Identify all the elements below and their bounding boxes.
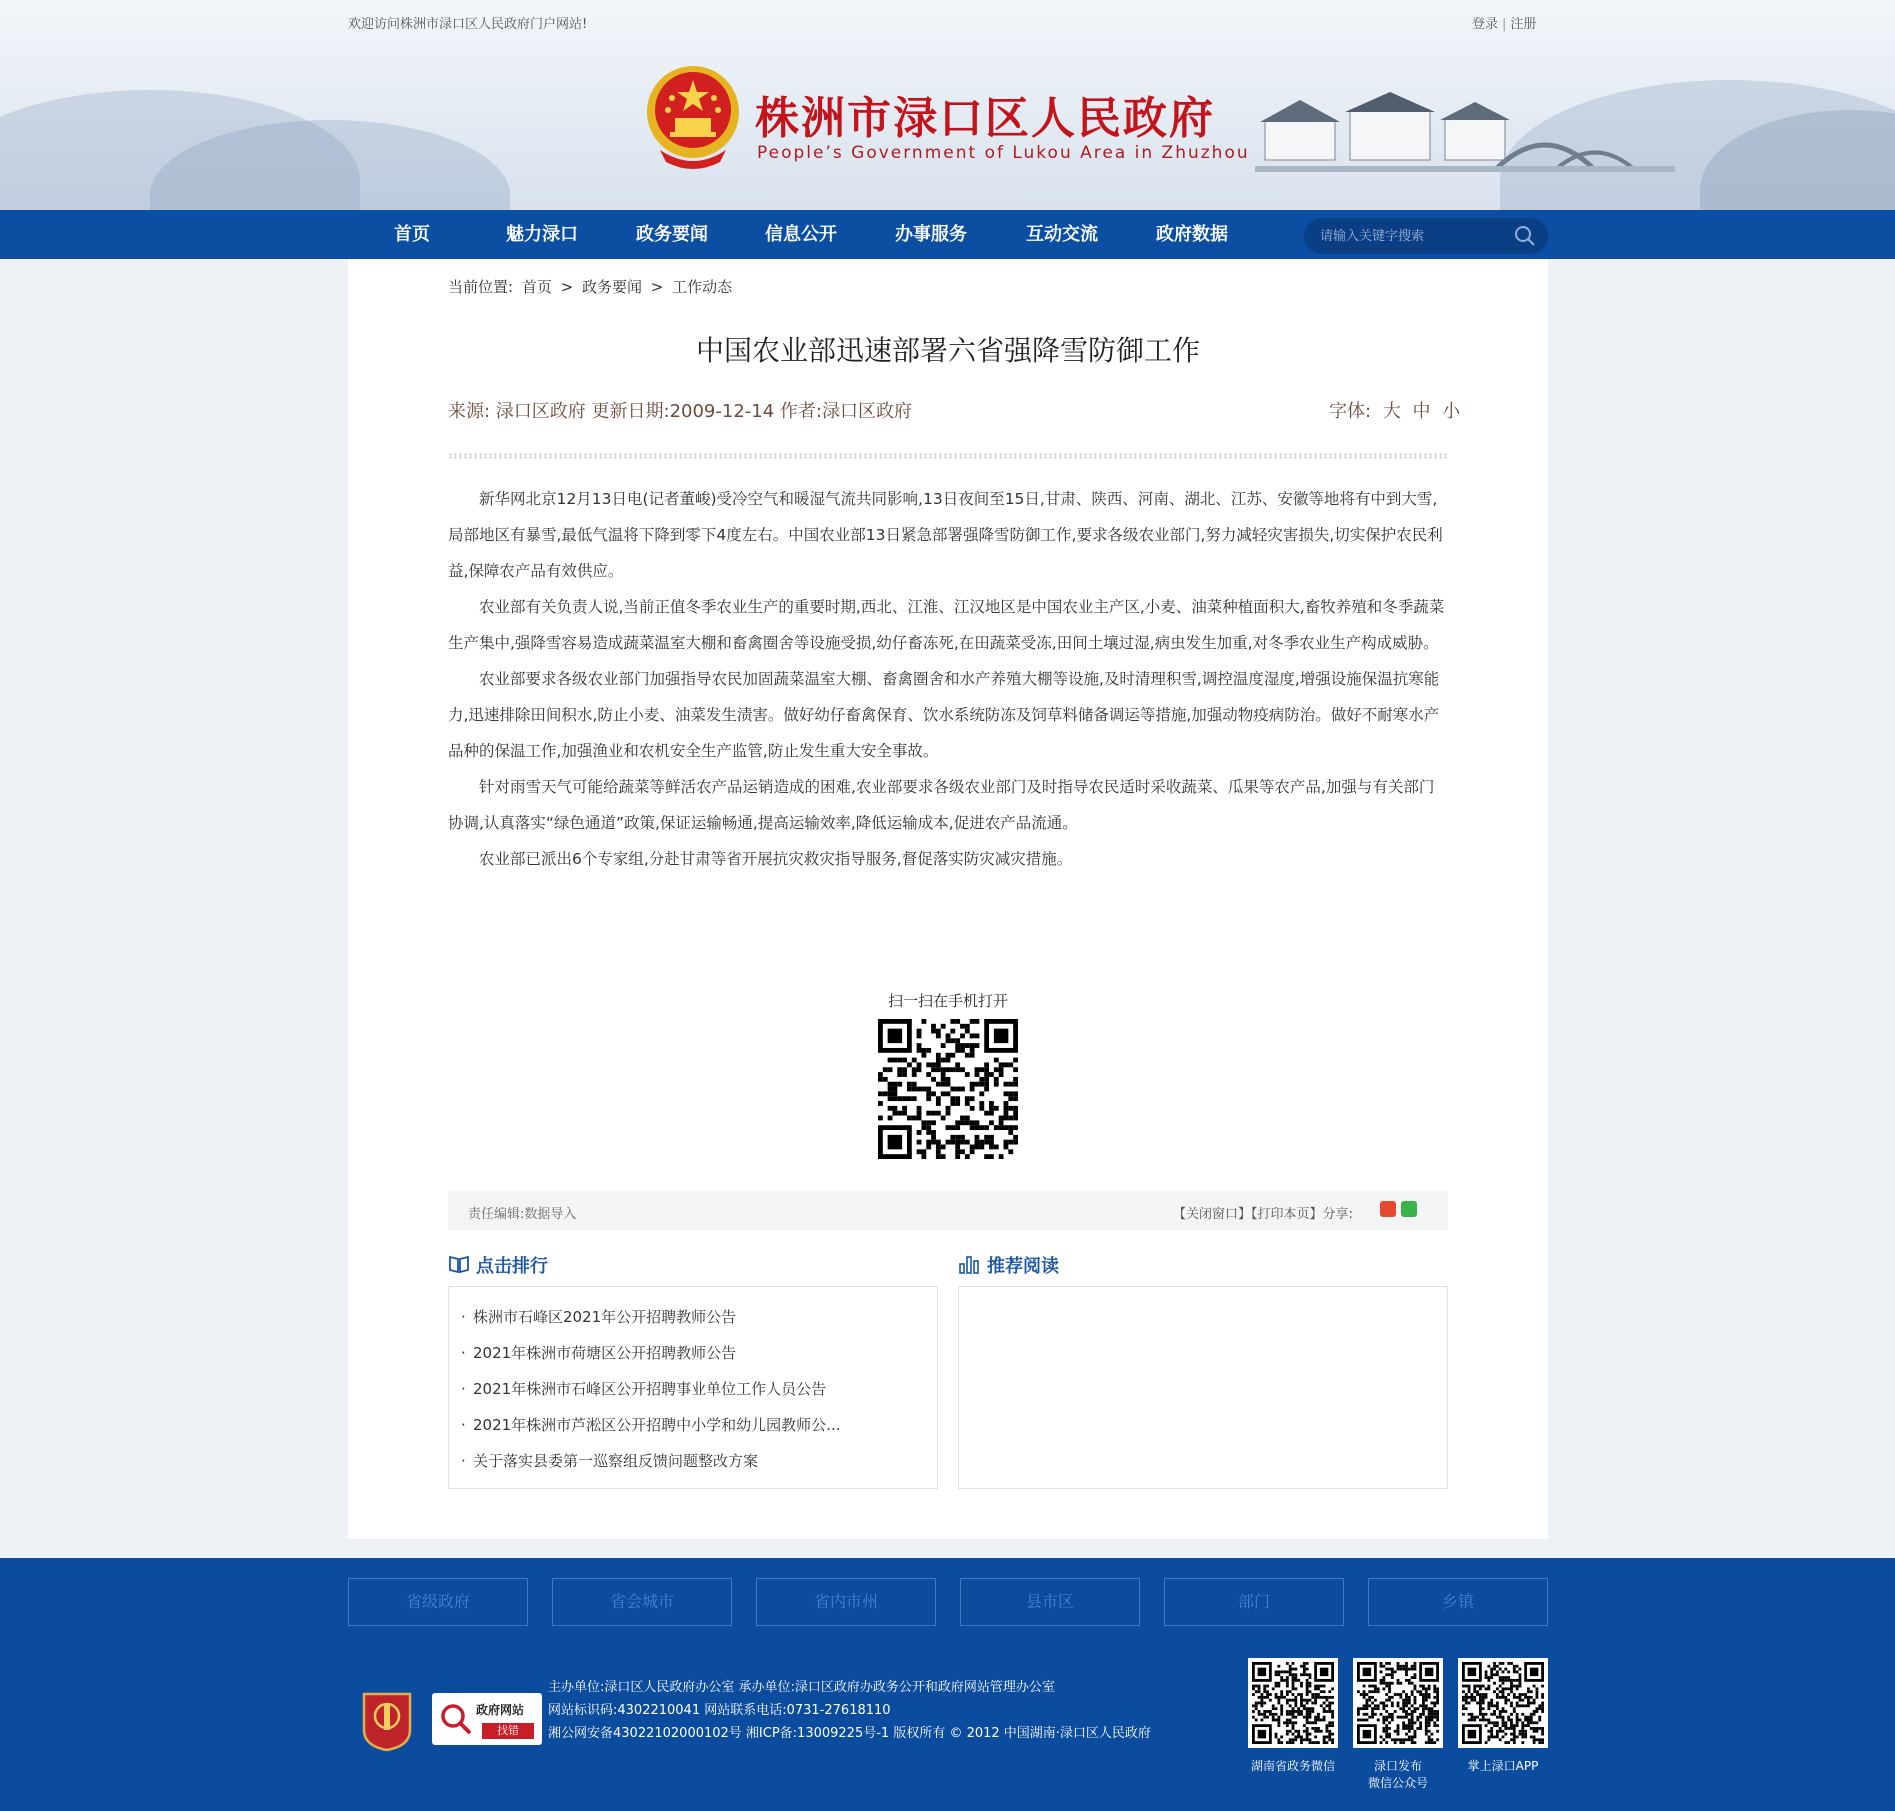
font-size-controls: [1329, 397, 1460, 423]
breadcrumb-separator: >: [560, 278, 574, 296]
footer-link-province[interactable]: 省级政府: [348, 1578, 528, 1626]
nav-item-disclosure[interactable]: 信息公开: [765, 224, 837, 245]
search-input[interactable]: [1320, 218, 1510, 254]
footer-copyright: 湘公网安备43022102000102号 湘ICP备:13009225号-1 版权所有 © 2012 中国湖南·渌口区人民政府: [548, 1726, 1151, 1741]
main-content: [348, 259, 1548, 1539]
footer-organizer: 主办单位:渌口区人民政府办公室 承办单位:渌口区政府办政务公开和政府网站管理办公室: [548, 1680, 1055, 1695]
article-meta: 来源: 渌口区政府 更新日期:2009-12-14 作者:渌口区政府: [448, 401, 912, 422]
qr-code-icon: [1357, 1662, 1439, 1744]
search-icon[interactable]: [1512, 224, 1538, 248]
footer-qr-code: [1248, 1658, 1338, 1748]
editor-bar: [448, 1191, 1448, 1230]
footer-qr-code: [1458, 1658, 1548, 1748]
list-item-label: 2021年株洲市芦淞区公开招聘中小学和幼儿园教师公...: [473, 1416, 841, 1434]
nav-item-charm[interactable]: 魅力渌口: [506, 224, 578, 245]
qr-code-icon: [878, 1019, 1018, 1159]
footer-qr-label: 掌上渌口APP: [1467, 1759, 1539, 1773]
breadcrumb-home[interactable]: 首页: [521, 278, 552, 296]
footer-info: [548, 1676, 1151, 1745]
register-link[interactable]: 注册: [1510, 17, 1537, 32]
nav-item-home[interactable]: 首页: [394, 224, 430, 245]
site-header: [0, 0, 1895, 210]
ranking-list: [449, 1287, 937, 1479]
bar-chart-icon: [958, 1254, 980, 1274]
report-error-label: 政府网站: [476, 1703, 525, 1717]
article-actions[interactable]: 【关闭窗口】【打印本页】分享:: [1173, 1207, 1353, 1222]
list-item-label: 关于落实县委第一巡察组反馈问题整改方案: [473, 1452, 759, 1470]
list-item-label: 2021年株洲市荷塘区公开招聘教师公告: [473, 1344, 737, 1362]
nav-item-interaction[interactable]: 互动交流: [1026, 224, 1098, 245]
nav-item-data[interactable]: 政府数据: [1156, 224, 1228, 245]
ranking-panel: [448, 1286, 938, 1489]
font-size-label: 字体:: [1329, 401, 1372, 422]
weibo-share-icon[interactable]: [1380, 1201, 1396, 1217]
list-item[interactable]: · 2021年株洲市荷塘区公开招聘教师公告: [461, 1344, 737, 1362]
welcome-text: 欢迎访问株洲市渌口区人民政府门户网站!: [348, 17, 588, 32]
recommend-panel: [958, 1286, 1448, 1489]
national-emblem-icon: [640, 62, 746, 172]
font-small-button[interactable]: 小: [1442, 401, 1461, 422]
site-subtitle: People’s Government of Lukou Area in Zhuzhou: [757, 143, 1250, 163]
article-paragraph: 农业部已派出6个专家组,分赴甘肃等省开展抗灾救灾指导服务,督促落实防灾减灾措施。: [479, 850, 1073, 868]
article-paragraph: 新华网北京12月13日电(记者董峻)受冷空气和暖湿气流共同影响,13日夜间至15日,甘肃、陕西、河南、湖北、江苏、安徽等地将有中到大雪,局部地区有暴雪,最低气温将下降到零下4度左右。中国农业部13日紧急部署强降雪防御工作,要求各级农业部门,努力减轻灾害损失,切实保护农民利益,保障农产品有效供应。: [448, 490, 1443, 580]
list-item[interactable]: · 关于落实县委第一巡察组反馈问题整改方案: [461, 1452, 759, 1470]
footer-link-counties[interactable]: 县市区: [960, 1578, 1140, 1626]
site-footer: [0, 1558, 1895, 1811]
recommend-title: 推荐阅读: [987, 1256, 1059, 1277]
responsible-editor: 责任编辑:数据导入: [468, 1207, 577, 1222]
article-body: [448, 481, 1448, 877]
login-link[interactable]: 登录: [1472, 17, 1499, 32]
article-paragraph: 农业部有关负责人说,当前正值冬季农业生产的重要时期,西北、江淮、江汉地区是中国农业主产区,小麦、油菜种植面积大,畜牧养殖和冬季蔬菜生产集中,强降雪容易造成蔬菜温室大棚和畜禽圈舍等设施受损,幼仔畜冻死,在田蔬菜受冻,田间土壤过湿,病虫发生加重,对冬季农业生产构成威胁。: [448, 598, 1445, 652]
footer-qr-label: 渌口发布 微信公众号: [1367, 1759, 1428, 1790]
qr-code-icon: [1462, 1662, 1544, 1744]
auth-links: 登录 | 注册: [1472, 17, 1537, 32]
search-box: [1304, 218, 1548, 254]
wechat-share-icon[interactable]: [1401, 1201, 1417, 1217]
village-illustration: [1255, 90, 1675, 200]
report-error-button[interactable]: [432, 1693, 542, 1745]
article-title: 中国农业部迅速部署六省强降雪防御工作: [695, 334, 1200, 367]
book-icon: [448, 1254, 470, 1274]
footer-link-departments[interactable]: 部门: [1164, 1578, 1344, 1626]
list-item-label: 2021年株洲市石峰区公开招聘事业单位工作人员公告: [473, 1380, 827, 1398]
list-item[interactable]: · 2021年株洲市芦淞区公开招聘中小学和幼儿园教师公...: [461, 1416, 841, 1434]
nav-item-news[interactable]: 政务要闻: [636, 224, 708, 245]
footer-link-cities[interactable]: 省内市州: [756, 1578, 936, 1626]
main-nav: [0, 210, 1895, 259]
footer-qr-label: 湖南省政务微信: [1250, 1759, 1335, 1773]
nav-item-services[interactable]: 办事服务: [895, 224, 967, 245]
footer-qr-code: [1353, 1658, 1443, 1748]
footer-link-capital[interactable]: 省会城市: [552, 1578, 732, 1626]
breadcrumb: [448, 276, 736, 297]
site-title: 株洲市渌口区人民政府: [755, 93, 1215, 144]
dotted-divider: [448, 453, 1448, 459]
qr-caption: 扫一扫在手机打开: [887, 992, 1008, 1010]
footer-site-id: 网站标识码:4302210041 网站联系电话:0731-27618110: [548, 1703, 891, 1718]
footer-link-towns[interactable]: 乡镇: [1368, 1578, 1548, 1626]
breadcrumb-current[interactable]: 工作动态: [672, 278, 733, 296]
magnifier-icon: [438, 1701, 474, 1737]
breadcrumb-news[interactable]: 政务要闻: [582, 278, 643, 296]
ranking-title: 点击排行: [476, 1256, 548, 1277]
article-paragraph: 针对雨雪天气可能给蔬菜等鲜活农产品运销造成的困难,农业部要求各级农业部门及时指导农民适时采收蔬菜、瓜果等农产品,加强与有关部门协调,认真落实“绿色通道”政策,保证运输畅通,提高运输效率,降低运输成本,促进农产品流通。: [448, 778, 1435, 832]
list-item[interactable]: · 株洲市石峰区2021年公开招聘教师公告: [461, 1308, 737, 1326]
report-error-tag: 找错: [482, 1723, 534, 1739]
party-government-badge-icon[interactable]: [360, 1690, 414, 1752]
font-medium-button[interactable]: 中: [1412, 401, 1431, 422]
breadcrumb-separator: >: [650, 278, 664, 296]
qr-code-icon: [1252, 1662, 1334, 1744]
font-large-button[interactable]: 大: [1382, 401, 1401, 422]
list-item-label: 株洲市石峰区2021年公开招聘教师公告: [473, 1308, 737, 1326]
list-item[interactable]: · 2021年株洲市石峰区公开招聘事业单位工作人员公告: [461, 1380, 827, 1398]
article-paragraph: 农业部要求各级农业部门加强指导农民加固蔬菜温室大棚、畜禽圈舍和水产养殖大棚等设施,及时清理积雪,调控温度湿度,增强设施保温抗寒能力,迅速排除田间积水,防止小麦、油菜发生渍害。做好幼仔畜禽保育、饮水系统防冻及饲草料储备调运等措施,加强动物疫病防治。做好不耐寒水产品种的保温工作,加强渔业和农机安全生产监管,防止发生重大安全事故。: [448, 670, 1440, 760]
breadcrumb-prefix: 当前位置:: [448, 278, 514, 296]
